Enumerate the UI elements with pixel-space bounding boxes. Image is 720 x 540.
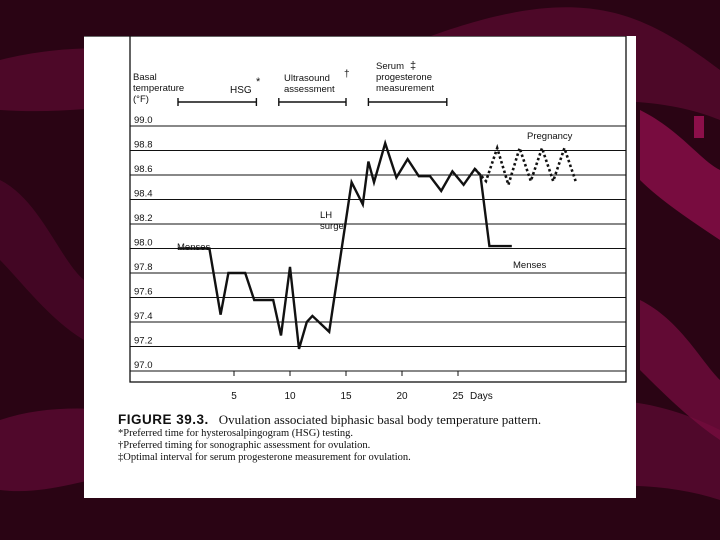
y-tick-label: 98.8 <box>134 139 153 151</box>
ultrasound-label-line-1: Ultrasound <box>284 73 330 84</box>
serum-label-line-2: progesterone <box>376 72 432 83</box>
footnote-serum: ‡Optimal interval for serum progesterone measurement for ovulation. <box>118 452 411 463</box>
ultrasound-mark: † <box>344 69 350 80</box>
y-tick-label: 97.4 <box>134 311 153 322</box>
hsg-mark: * <box>256 76 261 88</box>
figure-caption <box>118 412 633 464</box>
y-axis-label-line-1: Basal <box>133 72 157 83</box>
x-tick-label: 25 <box>452 391 464 402</box>
pregnancy-label: Pregnancy <box>527 131 573 142</box>
lh-surge-label-line-2: surge <box>320 221 344 232</box>
x-tick-label: 20 <box>396 391 408 402</box>
figure-number: FIGURE 39.3. <box>118 412 209 427</box>
y-tick-label: 98.0 <box>134 237 153 249</box>
x-tick-label: 5 <box>231 391 237 402</box>
x-axis-label: Days <box>470 391 493 402</box>
figure-card <box>84 36 636 498</box>
y-axis-label-line-3: (°F) <box>133 94 149 105</box>
menses-start-label: Menses <box>177 242 211 253</box>
y-axis-label-line-2: temperature <box>133 83 185 94</box>
lh-surge-label-line-1: LH <box>320 210 333 221</box>
footnote-hsg: *Preferred time for hysterosalpingogram (HSG) testing. <box>118 428 354 439</box>
y-tick-label: 97.0 <box>134 360 153 371</box>
y-tick-label: 98.4 <box>134 188 153 200</box>
ultrasound-label-line-2: assessment <box>284 84 335 95</box>
y-tick-label: 99.0 <box>134 115 153 126</box>
y-tick-label: 97.8 <box>134 262 153 273</box>
x-tick-label: 10 <box>284 391 296 402</box>
menses-end-label: Menses <box>513 260 547 271</box>
hsg-label: HSG <box>230 85 252 96</box>
accent-block <box>694 116 704 138</box>
pregnancy-series-line <box>475 148 576 185</box>
x-tick-label: 15 <box>340 391 352 402</box>
serum-mark: ‡ <box>410 60 417 72</box>
y-tick-label: 97.6 <box>134 286 153 298</box>
temperature-series-line <box>178 143 512 349</box>
y-tick-label: 98.2 <box>134 213 153 224</box>
serum-label-line-3: measurement <box>376 83 435 94</box>
y-tick-label: 98.6 <box>134 164 153 175</box>
y-tick-label: 97.2 <box>134 335 153 347</box>
figure-title: Ovulation associated biphasic basal body temperature pattern. <box>218 412 542 427</box>
serum-label-line-1: Serum <box>376 61 404 72</box>
footnote-ultrasound: †Preferred timing for sonographic assessment for ovulation. <box>118 440 371 451</box>
